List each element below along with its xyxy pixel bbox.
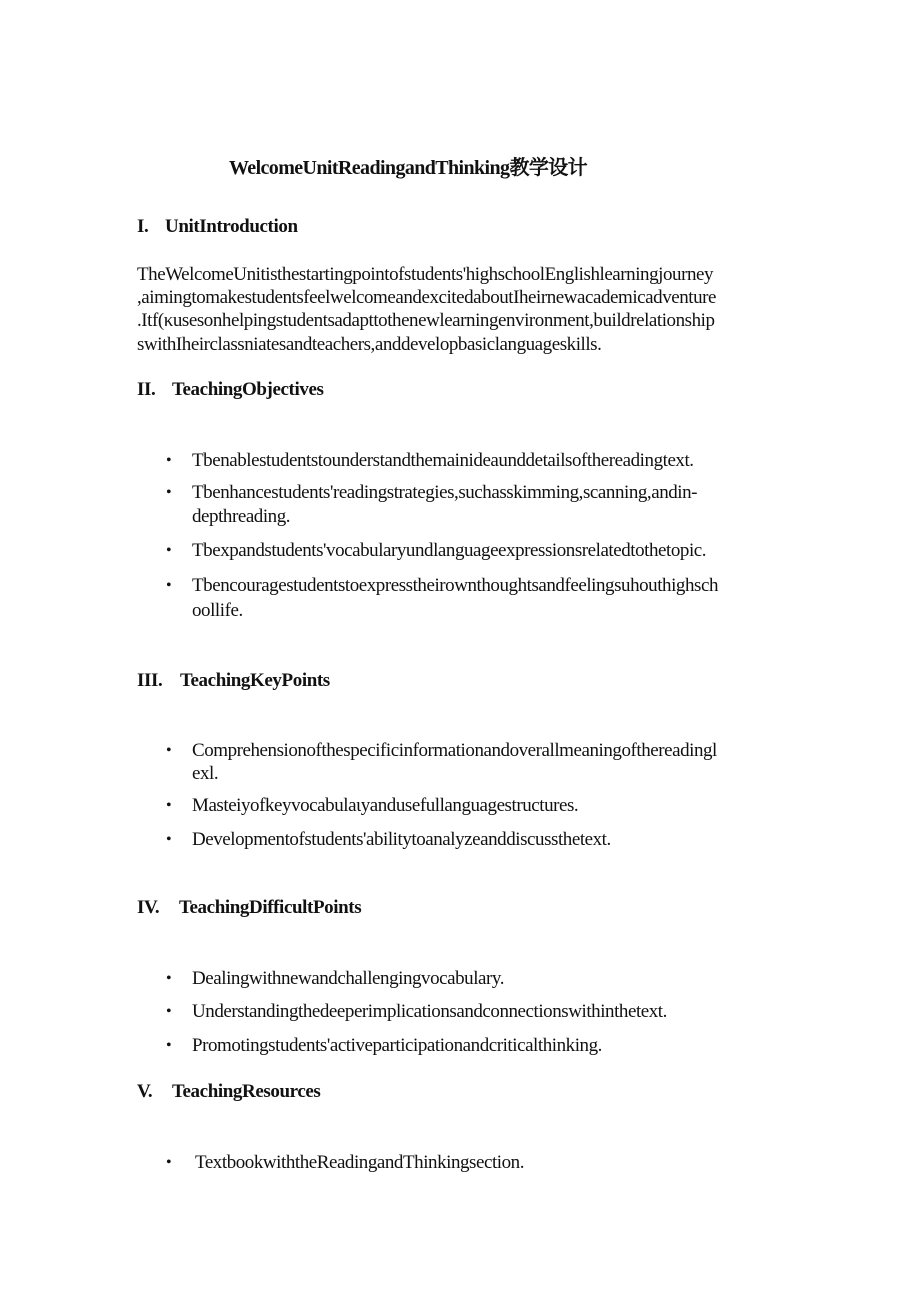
bullet-icon: •	[166, 542, 172, 559]
section-label: TeachingKeyPoints	[180, 670, 330, 691]
list-item-continuation: depthreading.	[192, 506, 291, 527]
bullet-icon: •	[166, 970, 172, 987]
list-item: Tbenhancestudents'readingstrategies,suchasskimming,scanning,andin-	[192, 482, 698, 503]
paragraph-line: .Itf(κusesonhelpingstudentsadapttothenewlearningenvironment,buildrelationship	[137, 310, 715, 331]
section-number: V.	[137, 1081, 153, 1102]
list-item: Understandingthedeeperimplicationsandconnectionswithinthetext.	[192, 1001, 667, 1022]
bullet-icon: •	[166, 742, 172, 759]
list-item: Developmentofstudents'abilitytoanalyzeanddiscussthetext.	[192, 829, 611, 850]
list-item: TextbookwiththeReadingandThinkingsection.	[195, 1152, 525, 1173]
section-number: III.	[137, 670, 163, 691]
bullet-icon: •	[166, 831, 172, 848]
section-number: II.	[137, 379, 156, 400]
bullet-icon: •	[166, 452, 172, 469]
list-item-continuation: oollife.	[192, 600, 243, 621]
paragraph-line: ,aimingtomakestudentsfeelwelcomeandexcitedaboutIheirnewacademicadventure	[137, 287, 717, 308]
section-label: TeachingObjectives	[172, 379, 324, 400]
section-label: TeachingDifficultPoints	[179, 897, 362, 918]
list-item: Dealingwithnewandchallengingvocabulary.	[192, 968, 505, 989]
list-item-continuation: exl.	[192, 763, 219, 784]
list-item: Comprehensionofthespecificinformationandoverallmeaningofthereadingl	[192, 740, 717, 761]
list-item: Promotingstudents'activeparticipationandcriticalthinking.	[192, 1035, 602, 1056]
section-number: I.	[137, 216, 149, 237]
list-item: Tbexpandstudents'vocabularyundlanguageexpressionsrelatedtothetopic.	[192, 540, 707, 561]
paragraph-line: swithIheirclassniatesandteachers,anddevelopbasiclanguageskills.	[137, 334, 602, 355]
paragraph-line: TheWelcomeUnitisthestartingpointofstudents'highschoolEnglishlearningjourney	[137, 264, 714, 285]
bullet-icon: •	[166, 1037, 172, 1054]
section-label: TeachingResources	[172, 1081, 321, 1102]
list-item: Masteiyofkeyvocabulaιyandusefullanguagestructures.	[192, 795, 579, 816]
list-item: Tbencouragestudentstoexpresstheirownthoughtsandfeelingsuhouthighsch	[192, 575, 719, 596]
section-label: UnitIntroduction	[165, 216, 298, 237]
document-title: WelcomeUnitReadingandThinking教学设计	[229, 157, 588, 179]
section-number: IV.	[137, 897, 160, 918]
bullet-icon: •	[166, 577, 172, 594]
bullet-icon: •	[166, 797, 172, 814]
list-item: Tbenablestudentstounderstandthemainideaunddetailsofthereadingtext.	[192, 450, 694, 471]
bullet-icon: •	[166, 484, 172, 501]
bullet-icon: •	[166, 1003, 172, 1020]
bullet-icon: •	[166, 1154, 172, 1171]
